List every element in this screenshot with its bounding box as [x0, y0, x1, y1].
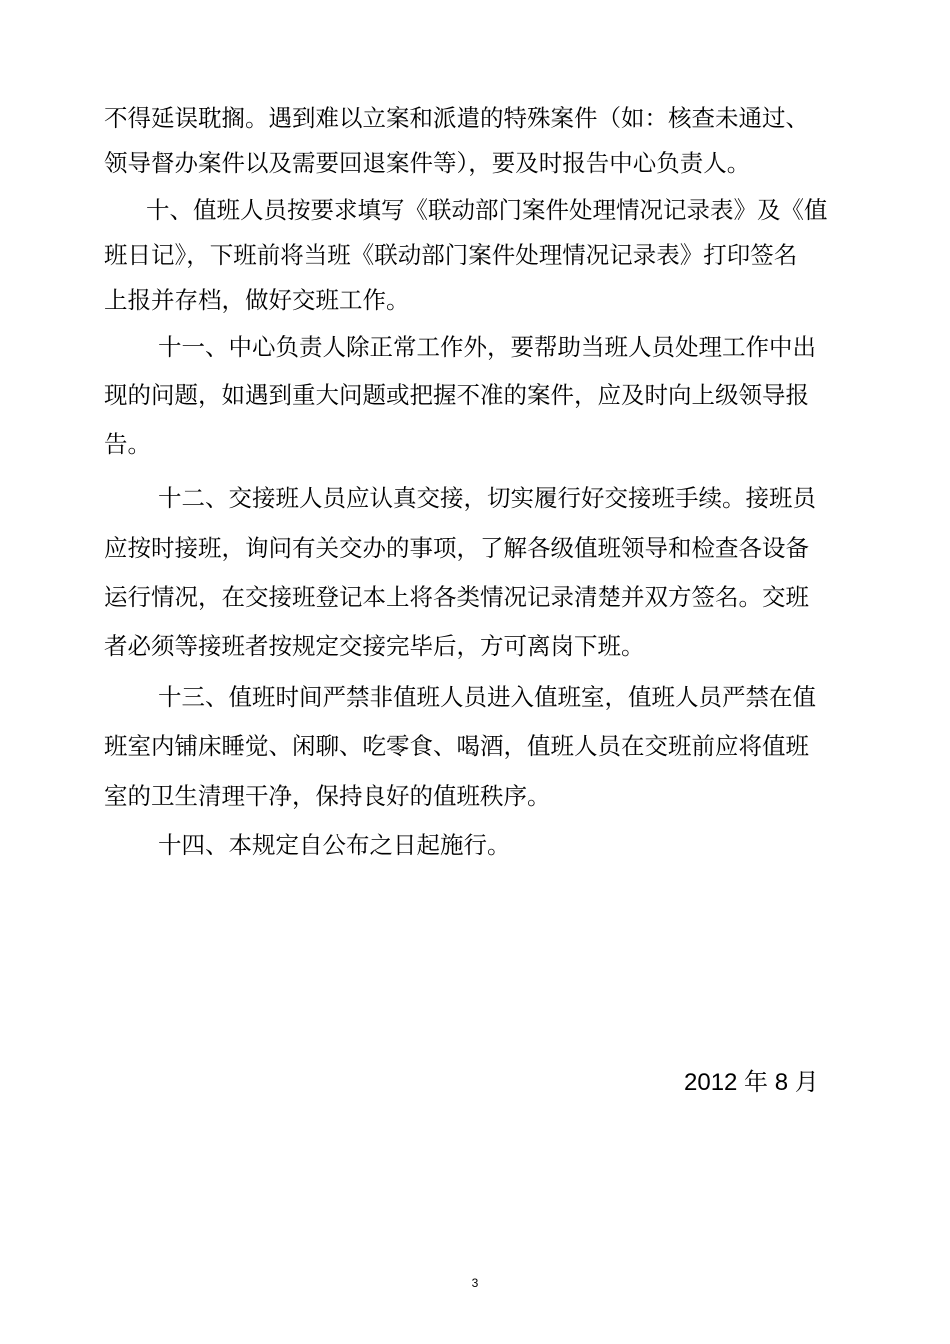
text-line: 十四、本规定自公布之日起施行。 [158, 831, 511, 859]
text-line: 领导督办案件以及需要回退案件等），要及时报告中心负责人。 [104, 149, 751, 177]
text-line: 者必须等接班者按规定交接完毕后，方可离岗下班。 [104, 632, 645, 660]
text-line: 十、值班人员按要求填写《联动部门案件处理情况记录表》及《值 [146, 196, 828, 224]
document-date: 2012 年 8 月 [684, 1069, 819, 1096]
text-line: 室的卫生清理干净，保持良好的值班秩序。 [104, 782, 551, 810]
text-line: 告。 [104, 430, 151, 458]
text-line: 班日记》，下班前将当班《联动部门案件处理情况记录表》打印签名 [104, 241, 798, 269]
text-line: 现的问题，如遇到重大问题或把握不准的案件，应及时向上级领导报 [104, 381, 809, 409]
text-line: 不得延误耽搁。遇到难以立案和派遣的特殊案件（如：核查未通过、 [104, 104, 809, 132]
text-line: 十二、交接班人员应认真交接，切实履行好交接班手续。接班员 [158, 484, 816, 512]
page-number: 3 [471, 1276, 479, 1290]
text-line: 应按时接班，询问有关交办的事项，了解各级值班领导和检查各设备 [104, 534, 809, 562]
text-line: 十三、值班时间严禁非值班人员进入值班室，值班人员严禁在值 [158, 683, 816, 711]
text-line: 上报并存档，做好交班工作。 [104, 286, 410, 314]
text-line: 运行情况，在交接班登记本上将各类情况记录清楚并双方签名。交班 [104, 583, 809, 611]
text-line: 十一、中心负责人除正常工作外，要帮助当班人员处理工作中出 [158, 333, 816, 361]
text-line: 班室内铺床睡觉、闲聊、吃零食、喝酒，值班人员在交班前应将值班 [104, 732, 809, 760]
